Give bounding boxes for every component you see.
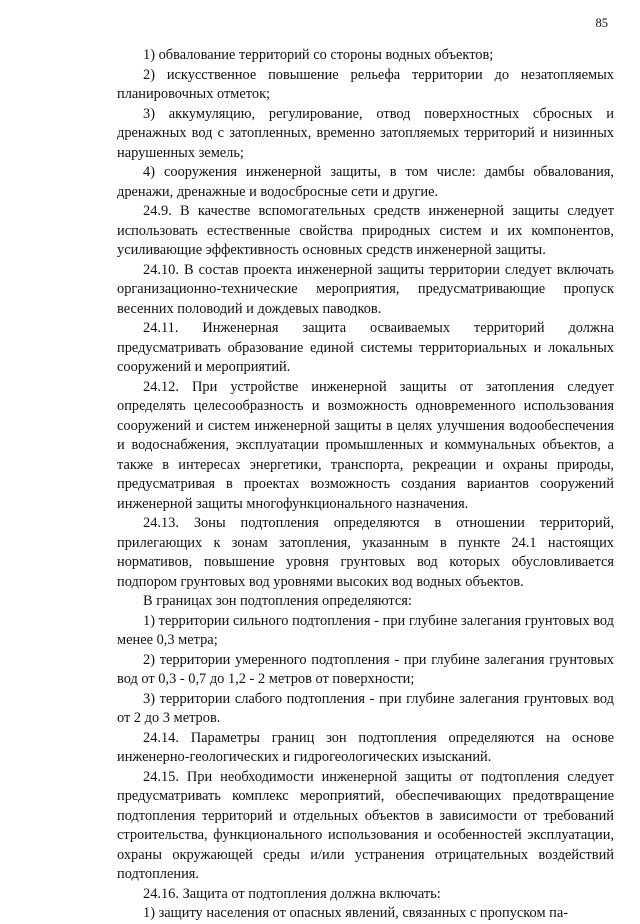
paragraph: 3) территории слабого подтопления - при глубине залегания грунтовых вод от 2 до 3 метров. (117, 690, 614, 726)
paragraph: 24.14. Параметры границ зон подтопления определяются на основе инженерно-геологических и гидрогеологических изысканий. (117, 729, 614, 765)
paragraph: 24.9. В качестве вспомогательных средств инженерной защиты следует использовать естественные свойства природных систем и их компонентов, усиливающие эффективность основных средств инженерной защиты. (117, 203, 614, 258)
paragraph: 24.16. Защита от подтопления должна включать: (143, 885, 441, 902)
paragraph: В границах зон подтопления определяются: (143, 593, 412, 609)
page-number: 85 (595, 16, 608, 30)
paragraph: 24.10. В состав проекта инженерной защиты территории следует включать организационно-технические мероприятия, предусматривающие пропуск весенних половодий и дождевых паводков. (117, 261, 614, 317)
paragraph: 24.13. Зоны подтопления определяются в отношении территорий, прилегающих к зонам затопления, указанным в пункте 24.1 настоящих нормативов, повышение уровня грунтовых вод которых обусловливается подпором грунтовых вод уровнями высоких вод водных объектов. (117, 515, 614, 590)
paragraph: 2) искусственное повышение рельефа территории до незатопляемых планировочных отметок; (117, 66, 614, 102)
paragraph: 1) защиту населения от опасных явлений, связанных с пропуском па- (143, 905, 569, 921)
paragraph: 2) территории умеренного подтопления - при глубине залегания грунтовых вод от 0,3 - 0,7 до 1,2 - 2 метров от поверхности; (117, 651, 614, 687)
paragraph: 1) обвалование территорий со стороны водных объектов; (143, 47, 494, 63)
paragraph: 1) территории сильного подтопления - при глубине залегания грунтовых вод менее 0,3 метра; (117, 612, 614, 648)
paragraph: 24.15. При необходимости инженерной защиты от подтопления следует предусматривать комплекс мероприятий, обеспечивающих предотвращение подтопления территорий и отдельных объектов в зависимости от требований строительства, функционального использования и особенностей эксплуатации, охраны окружающей среды и/или устранения отрицательных воздействий подтопления. (117, 768, 614, 882)
paragraph: 24.11. Инженерная защита осваиваемых территорий должна предусматривать образование единой системы территориальных и локальных сооружений и мероприятий. (117, 320, 614, 375)
paragraph: 24.12. При устройстве инженерной защиты от затопления следует определять целесообразность и возможность одновременного использования сооружений и систем инженерной защиты в целях улучшения водообеспечения и водоснабжения, эксплуатации промышленных и коммунальных объектов, а также в интересах энергетики, транспорта, рекреации и охраны природы, предусматривая в проектах возможность создания вариантов сооружений инженерной защиты многофункционального назначения. (117, 378, 614, 512)
paragraph: 3) аккумуляцию, регулирование, отвод поверхностных сбросных и дренажных вод с затопленных, временно затопляемых территорий и низинных нарушенных земель; (117, 105, 614, 161)
paragraph: 4) сооружения инженерной защиты, в том числе: дамбы обвалования, дренажи, дренажные и водосбросные сети и другие. (117, 164, 614, 200)
